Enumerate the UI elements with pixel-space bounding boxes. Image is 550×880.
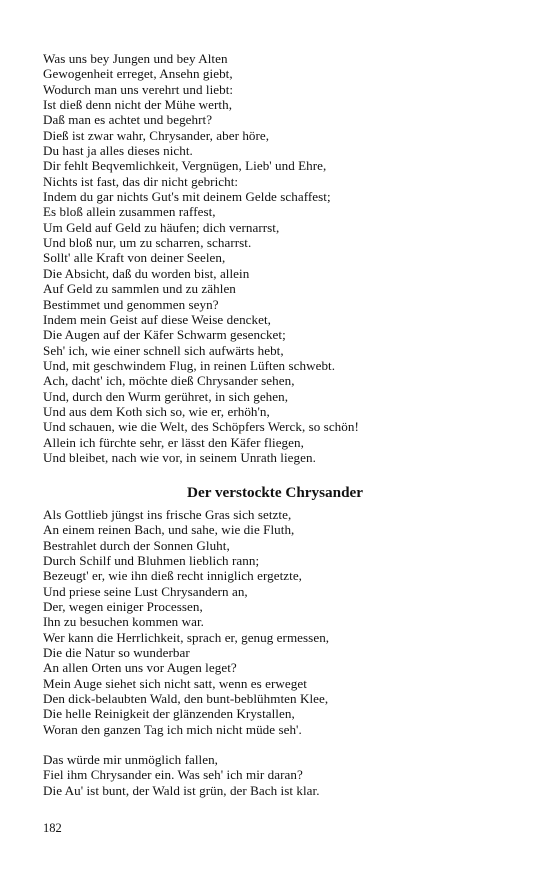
verse-line: Indem du gar nichts Gut's mit deinem Gelde schaffest; [43,189,331,205]
verse-line: Und priese seine Lust Chrysandern an, [43,583,248,599]
verse-line: Wer kann die Herrlichkeit, sprach er, genug ermessen, [43,629,330,645]
verse-line: Und bloß nur, um zu scharren, scharrst. [43,235,252,251]
verse-line: An allen Orten uns vor Augen leget? [43,660,237,676]
verse-line: Indem mein Geist auf diese Weise dencket, [43,311,271,327]
verse-line: Den dick-belaubten Wald, den bunt-beblühmten Klee, [43,691,329,707]
poem-stanza-1 [43,51,523,465]
verse-line: Allein ich fürchte sehr, er lässt den Käfer fliegen, [43,434,304,450]
verse-line: Bezeugt' er, wie ihn dieß recht inniglich ergetzte, [43,568,303,584]
verse-line: Auf Geld zu sammlen und zu zählen [43,281,236,297]
poem-stanza-3 [43,752,523,798]
verse-line: Und aus dem Koth sich so, wie er, erhöh'n, [43,403,270,419]
verse-line: Ihn zu besuchen kommen war. [43,614,204,630]
verse-line: Fiel ihm Chrysander ein. Was seh' ich mir daran? [43,767,303,783]
verse-line: Mein Auge siehet sich nicht satt, wenn es erweget [43,675,307,691]
verse-line: Sollt' alle Kraft von deiner Seelen, [43,250,226,266]
verse-line: Woran den ganzen Tag ich mich nicht müde seh'. [43,721,302,737]
verse-line: Was uns bey Jungen und bey Alten [43,51,228,66]
poem-title: Der verstockte Chrysander [186,484,364,501]
verse-line: Dieß ist zwar wahr, Chrysander, aber höre, [43,127,270,143]
verse-line: Und schauen, wie die Welt, des Schöpfers Werck, so schön! [43,419,359,435]
verse-line: Der, wegen einiger Processen, [43,599,203,615]
page-number: 182 [43,821,62,835]
verse-line: Und bleibet, nach wie vor, in seinem Unrath liegen. [43,449,316,465]
verse-line: Ach, dacht' ich, möchte dieß Chrysander sehen, [43,373,295,389]
verse-line: Daß man es achtet und begehrt? [43,112,213,128]
verse-line: Die Au' ist bunt, der Wald ist grün, der Bach ist klar. [43,782,320,798]
verse-line: Die Absicht, daß du worden bist, allein [43,265,250,281]
verse-line: Die helle Reinigkeit der glänzenden Krystallen, [43,706,295,722]
verse-line: Nichts ist fast, das dir nicht gebricht: [43,173,239,189]
verse-line: Bestrahlet durch der Sonnen Gluht, [43,537,230,553]
verse-line: Das würde mir unmöglich fallen, [43,752,218,767]
verse-line: An einem reinen Bach, und sahe, wie die Fluth, [43,522,295,538]
verse-line: Wodurch man uns verehrt und liebt: [43,81,234,97]
verse-line: Du hast ja alles dieses nicht. [43,143,193,159]
verse-line: Seh' ich, wie einer schnell sich aufwärts hebt, [43,342,284,358]
verse-line: Dir fehlt Beqvemlichkeit, Vergnügen, Lieb' und Ehre, [43,158,327,174]
verse-line: Die die Natur so wunderbar [43,645,190,661]
verse-line: Es bloß allein zusammen raffest, [43,204,216,220]
verse-line: Um Geld auf Geld zu häufen; dich vernarrst, [43,219,280,235]
verse-line: Als Gottlieb jüngst ins frische Gras sich setzte, [43,507,292,522]
verse-line: Ist dieß denn nicht der Mühe werth, [43,97,233,113]
verse-line: Und, mit geschwindem Flug, in reinen Lüften schwebt. [43,357,336,373]
verse-line: Und, durch den Wurm gerühret, in sich gehen, [43,388,289,404]
verse-line: Gewogenheit erreget, Ansehn giebt, [43,66,233,82]
poem-stanza-2 [43,507,523,737]
verse-line: Die Augen auf der Käfer Schwarm gesencket; [43,327,286,343]
verse-line: Bestimmet und genommen seyn? [43,296,219,312]
verse-line: Durch Schilf und Bluhmen lieblich rann; [43,553,260,569]
